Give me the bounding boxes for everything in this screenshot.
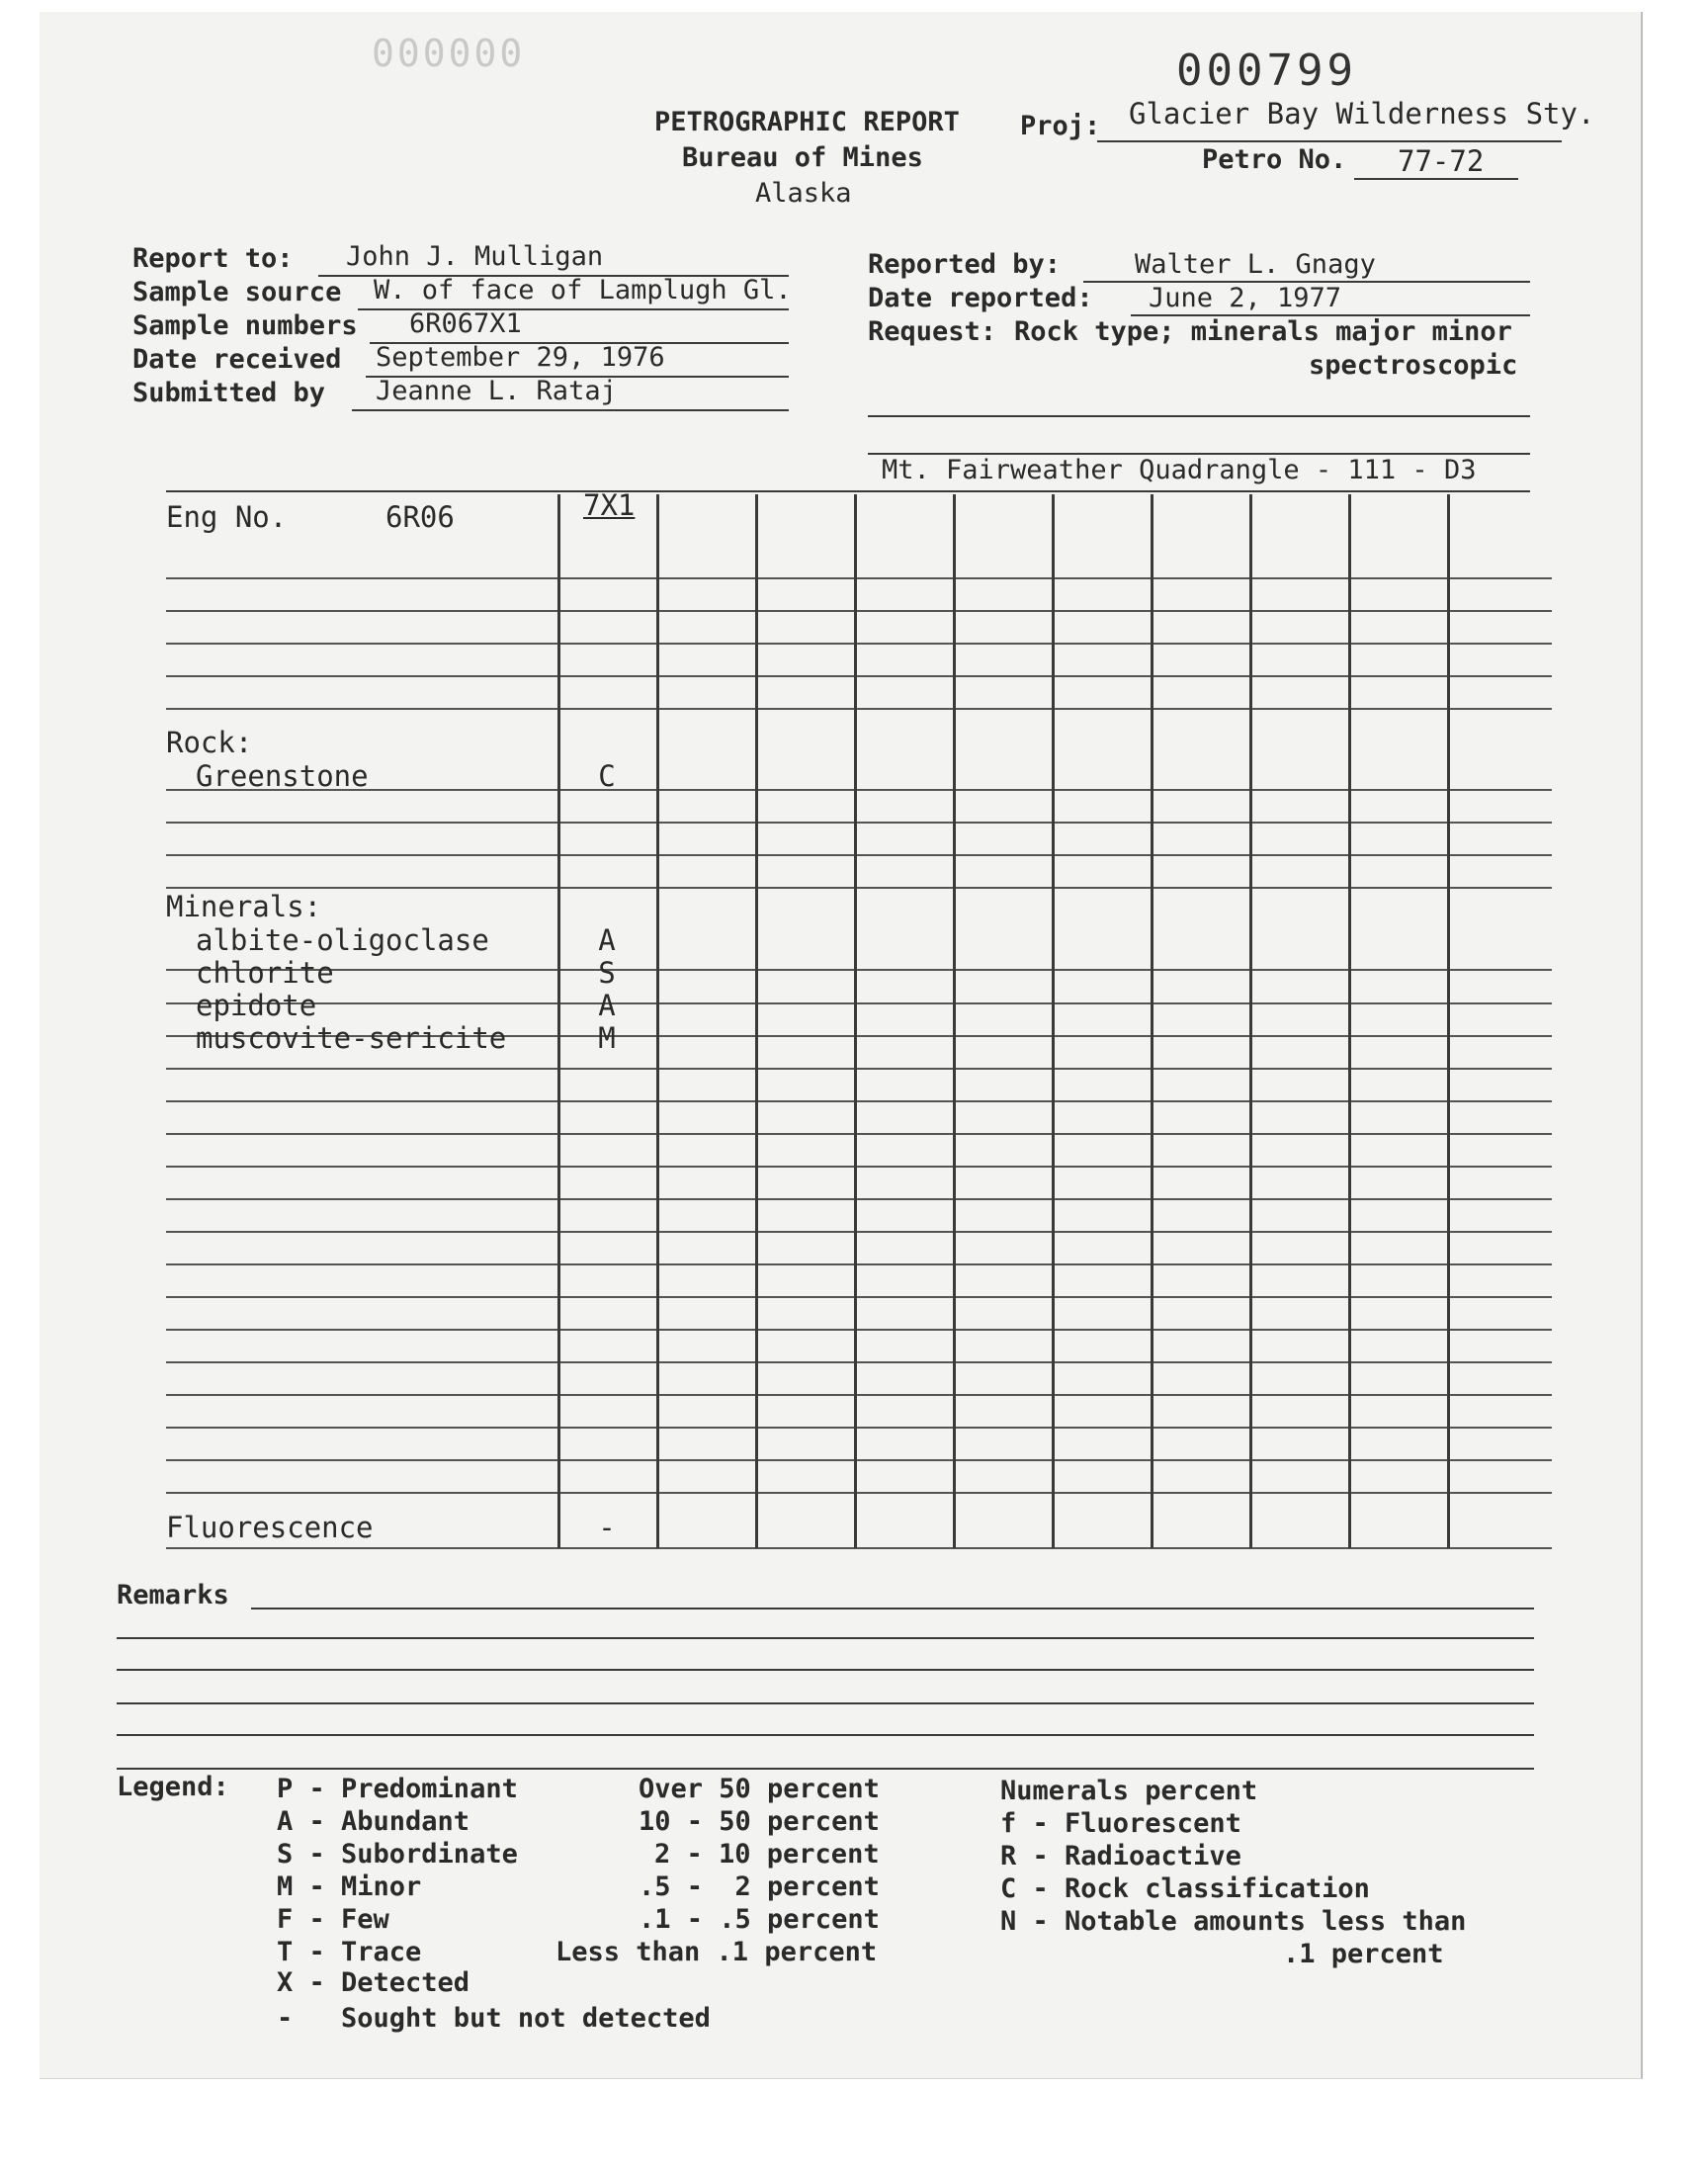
submitted-by-label: Submitted by — [132, 378, 326, 408]
legend-label: Legend: — [117, 1772, 229, 1802]
reported-by-value: Walter L. Gnagy — [1135, 249, 1376, 280]
mineral-value: A — [598, 989, 616, 1022]
table-column-line — [755, 494, 758, 1548]
table-top-line — [166, 490, 1530, 492]
fluorescence-value: - — [598, 1511, 616, 1544]
bureau-line: Bureau of Mines — [682, 142, 923, 173]
state-line: Alaska — [755, 178, 852, 209]
submitted-by-value: Jeanne L. Rataj — [376, 376, 617, 406]
table-row-line — [166, 1068, 1552, 1070]
table-row-line — [166, 675, 1552, 677]
mineral-name: epidote — [196, 989, 317, 1022]
legend-note: C - Rock classification — [1000, 1873, 1370, 1904]
table-row-line — [166, 577, 1552, 579]
date-received-label: Date received — [132, 344, 342, 375]
table-column-line — [953, 494, 956, 1548]
quadrangle-text: Mt. Fairweather Quadrangle - 111 - D3 — [882, 455, 1477, 485]
table-column-line — [1348, 494, 1351, 1548]
legend-note: f - Fluorescent — [1000, 1808, 1241, 1839]
table-column-line — [656, 494, 659, 1548]
request-blank-line-1 — [868, 415, 1530, 417]
faint-stamp-number: 000000 — [372, 32, 526, 75]
legend-code: X - Detected — [277, 1967, 470, 1998]
table-row-line — [166, 1492, 1552, 1494]
request-label: Request: — [868, 316, 997, 347]
legend-range: .1 - .5 percent — [639, 1904, 880, 1935]
remarks-line — [117, 1734, 1534, 1736]
sample-numbers-value: 6R067X1 — [409, 308, 522, 339]
mineral-name: muscovite-sericite — [196, 1021, 507, 1055]
petro-label: Petro No. — [1202, 144, 1347, 175]
sample-source-value: W. of face of Lamplugh Gl. — [374, 275, 792, 305]
remarks-line — [117, 1669, 1534, 1671]
table-row-line — [166, 789, 1552, 791]
table-row-line — [166, 610, 1552, 612]
request-line-2: spectroscopic — [1309, 350, 1518, 381]
legend-code: M - Minor — [277, 1871, 422, 1902]
table-row-line — [166, 1133, 1552, 1135]
legend-range: 10 - 50 percent — [639, 1806, 880, 1837]
table-column-line — [1052, 494, 1055, 1548]
table-row-line — [166, 1329, 1552, 1331]
table-row-line — [166, 822, 1552, 824]
table-row-line — [166, 1394, 1552, 1396]
report-to-label: Report to: — [132, 243, 294, 274]
table-row-line — [166, 1100, 1552, 1102]
document-number: 000799 — [1176, 45, 1357, 96]
mineral-name: albite-oligoclase — [196, 923, 489, 957]
minerals-heading: Minerals: — [166, 890, 322, 923]
sample-numbers-label: Sample numbers — [132, 310, 358, 341]
report-sheet — [40, 12, 1643, 2079]
proj-label: Proj: — [1020, 111, 1101, 141]
legend-range: Over 50 percent — [639, 1774, 880, 1804]
legend-code: T - Trace — [277, 1937, 422, 1967]
column-header-7x1: 7X1 — [583, 488, 636, 522]
table-bottom-line — [166, 1547, 1552, 1549]
table-column-line — [1447, 494, 1450, 1548]
report-title: PETROGRAPHIC REPORT — [654, 107, 960, 137]
sample-table — [166, 488, 1552, 1548]
table-column-line — [1249, 494, 1252, 1548]
legend-code: - Sought but not detected — [277, 2003, 711, 2034]
table-row-line — [166, 1198, 1552, 1200]
legend-range: 2 - 10 percent — [654, 1839, 880, 1870]
table-row-line — [166, 1296, 1552, 1298]
remarks-line — [117, 1702, 1534, 1704]
table-column-line — [557, 494, 560, 1548]
legend-code: P - Predominant — [277, 1774, 518, 1804]
legend-range: .5 - 2 percent — [639, 1871, 880, 1902]
date-reported-label: Date reported: — [868, 283, 1093, 313]
remarks-line — [117, 1768, 1534, 1770]
table-row-line — [166, 1166, 1552, 1168]
rock-heading: Rock: — [166, 726, 253, 759]
proj-value: Glacier Bay Wilderness Sty. — [1129, 97, 1595, 130]
remarks-line — [251, 1608, 1534, 1610]
rock-name: Greenstone — [196, 759, 369, 793]
legend-code: A - Abundant — [277, 1806, 470, 1837]
sample-source-label: Sample source — [132, 277, 342, 307]
table-row-line — [166, 1263, 1552, 1265]
reported-by-label: Reported by: — [868, 249, 1062, 280]
legend-code: S - Subordinate — [277, 1839, 518, 1870]
table-row-line — [166, 1361, 1552, 1363]
rock-value: C — [598, 759, 616, 793]
proj-underline — [1097, 140, 1562, 142]
request-line-1: Rock type; minerals major minor — [1014, 316, 1512, 347]
petro-underline — [1354, 178, 1518, 180]
legend-note: R - Radioactive — [1000, 1841, 1241, 1871]
table-column-line — [854, 494, 857, 1548]
date-reported-value: June 2, 1977 — [1149, 283, 1342, 313]
fluorescence-label: Fluorescence — [166, 1511, 374, 1544]
remarks-label: Remarks — [117, 1580, 229, 1610]
table-row-line — [166, 1459, 1552, 1461]
table-row-line — [166, 854, 1552, 856]
petro-value: 77-72 — [1398, 144, 1485, 178]
report-to-value: John J. Mulligan — [346, 241, 604, 272]
submitted-by-underline — [352, 409, 789, 411]
table-row-line — [166, 708, 1552, 710]
legend-code: F - Few — [277, 1904, 389, 1935]
legend-note: N - Notable amounts less than — [1000, 1906, 1467, 1937]
table-column-line — [1151, 494, 1153, 1548]
table-row-line — [166, 969, 1552, 971]
legend-range: Less than .1 percent — [555, 1937, 878, 1967]
mineral-name: chlorite — [196, 956, 334, 990]
table-row-line — [166, 1427, 1552, 1429]
remarks-line — [117, 1637, 1534, 1639]
date-received-value: September 29, 1976 — [376, 342, 665, 373]
mineral-value: A — [598, 923, 616, 957]
legend-note: Numerals percent — [1000, 1776, 1258, 1806]
legend-note: .1 percent — [1283, 1939, 1444, 1969]
mineral-value: M — [598, 1021, 616, 1055]
table-row-line — [166, 1231, 1552, 1233]
table-row-line — [166, 1002, 1552, 1004]
eng-no-prefix: 6R06 — [385, 500, 455, 534]
mineral-value: S — [598, 956, 616, 990]
table-row-line — [166, 887, 1552, 889]
eng-no-label: Eng No. — [166, 500, 288, 534]
table-row-line — [166, 643, 1552, 645]
